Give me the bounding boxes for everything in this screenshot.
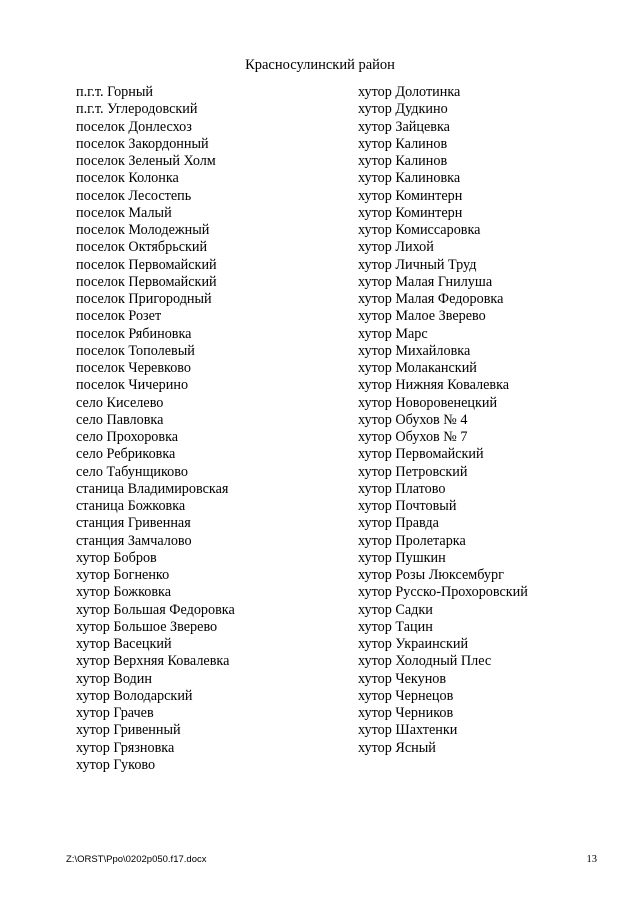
settlement-item: хутор Почтовый	[358, 498, 457, 514]
settlement-item: хутор Зайцевка	[358, 118, 450, 135]
settlement-item: поселок Рябиновка	[76, 325, 192, 342]
settlement-item: п.г.т. Углеродовский	[76, 101, 198, 118]
settlement-item: хутор Обухов № 7	[358, 429, 468, 445]
settlement-item: хутор Первомайский	[358, 446, 484, 463]
settlement-item: хутор Чекунов	[358, 670, 447, 687]
settlement-item: хутор Ясный	[358, 739, 436, 756]
settlement-item: поселок Чичерино	[76, 377, 189, 394]
settlement-item: хутор Богненко	[76, 567, 170, 583]
settlement-item: хутор Гривенный	[76, 722, 181, 739]
settlement-item: хутор Личный Труд	[358, 256, 477, 273]
settlement-item: поселок Зеленый Холм	[76, 153, 216, 169]
settlement-item: хутор Бобров	[76, 549, 157, 566]
settlement-item: хутор Малая Гнилуша	[358, 273, 493, 290]
settlement-item: хутор Долотинка	[358, 84, 461, 100]
settlement-item: станица Владимировская	[76, 480, 229, 497]
settlement-item: станция Гривенная	[76, 515, 191, 532]
settlement-item: хутор Михайловка	[358, 342, 471, 359]
settlement-item: п.г.т. Горный	[76, 84, 153, 100]
settlement-item: хутор Калинов	[358, 153, 448, 169]
settlement-item: хутор Володарский	[76, 687, 193, 704]
settlement-item: хутор Гуково	[76, 756, 156, 773]
settlement-item: поселок Пригородный	[76, 291, 212, 307]
page-title: Красносулинский район	[245, 57, 395, 73]
settlement-item: хутор Молаканский	[358, 360, 477, 376]
settlement-item: хутор Верхняя Ковалевка	[76, 653, 230, 670]
settlement-item: поселок Розет	[76, 308, 162, 325]
settlement-item: хутор Грязновка	[76, 739, 175, 756]
settlement-item: хутор Малое Зверево	[358, 308, 486, 325]
footer-page-number: 13	[586, 854, 597, 865]
right-column-list	[358, 84, 608, 757]
settlement-item: поселок Черевково	[76, 360, 191, 376]
settlement-item: хутор Марс	[358, 325, 428, 342]
settlement-item: станция Замчалово	[76, 532, 192, 549]
settlement-item: хутор Украинский	[358, 636, 469, 652]
settlement-item: хутор Большое Зверево	[76, 618, 218, 635]
settlement-item: хутор Розы Люксембург	[358, 567, 504, 583]
settlement-item: хутор Большая Федоровка	[76, 601, 235, 618]
settlement-item: хутор Водин	[76, 670, 152, 687]
settlement-item: хутор Правда	[358, 515, 439, 532]
settlement-item: поселок Октябрьский	[76, 239, 208, 256]
settlement-item: хутор Шахтенки	[358, 722, 458, 739]
settlement-item: хутор Новоровенецкий	[358, 394, 498, 411]
settlement-item: хутор Калиновка	[358, 170, 461, 187]
settlement-item: хутор Чернецов	[358, 687, 454, 704]
settlement-item: хутор Обухов № 4	[358, 411, 468, 428]
settlement-item: хутор Русско-Прохоровский	[358, 584, 528, 601]
settlement-item: хутор Малая Федоровка	[358, 291, 504, 307]
left-column-list	[76, 84, 346, 774]
settlement-item: хутор Коминтерн	[358, 187, 463, 204]
settlement-item: поселок Малый	[76, 204, 172, 221]
settlement-item: хутор Петровский	[358, 463, 468, 480]
settlement-item: станица Божковка	[76, 498, 186, 514]
settlement-item: хутор Божковка	[76, 584, 172, 601]
settlement-item: поселок Колонка	[76, 170, 179, 187]
settlement-item: хутор Черников	[358, 705, 454, 721]
settlement-item: хутор Пролетарка	[358, 532, 466, 549]
settlement-item: поселок Лесостепь	[76, 187, 192, 204]
settlement-item: хутор Калинов	[358, 135, 448, 152]
settlement-item: село Табунщиково	[76, 463, 188, 480]
settlement-item: поселок Молодежный	[76, 222, 210, 238]
settlement-item: хутор Садки	[358, 601, 433, 618]
settlement-item: поселок Первомайский	[76, 273, 217, 290]
settlement-item: хутор Комиссаровка	[358, 222, 481, 238]
settlement-item: хутор Нижняя Ковалевка	[358, 377, 510, 394]
settlement-item: поселок Закордонный	[76, 135, 209, 152]
settlement-item: хутор Грачев	[76, 705, 154, 721]
settlement-item: хутор Платово	[358, 480, 446, 497]
settlement-item: поселок Тополевый	[76, 342, 195, 359]
settlement-item: хутор Тацин	[358, 618, 433, 635]
settlement-item: хутор Васецкий	[76, 636, 172, 652]
settlement-item: поселок Первомайский	[76, 256, 217, 273]
settlement-item: хутор Холодный Плес	[358, 653, 492, 670]
footer-file-path: Z:\ORST\Ppo\0202p050.f17.docx	[66, 854, 207, 865]
settlement-item: поселок Донлесхоз	[76, 118, 192, 135]
settlement-item: хутор Коминтерн	[358, 204, 463, 221]
settlement-item: хутор Дудкино	[358, 101, 448, 118]
settlement-item: село Ребриковка	[76, 446, 176, 463]
settlement-item: село Павловка	[76, 411, 164, 428]
settlement-item: село Прохоровка	[76, 429, 179, 445]
settlement-item: хутор Пушкин	[358, 549, 446, 566]
settlement-item: хутор Лихой	[358, 239, 434, 256]
settlement-item: село Киселево	[76, 394, 164, 411]
